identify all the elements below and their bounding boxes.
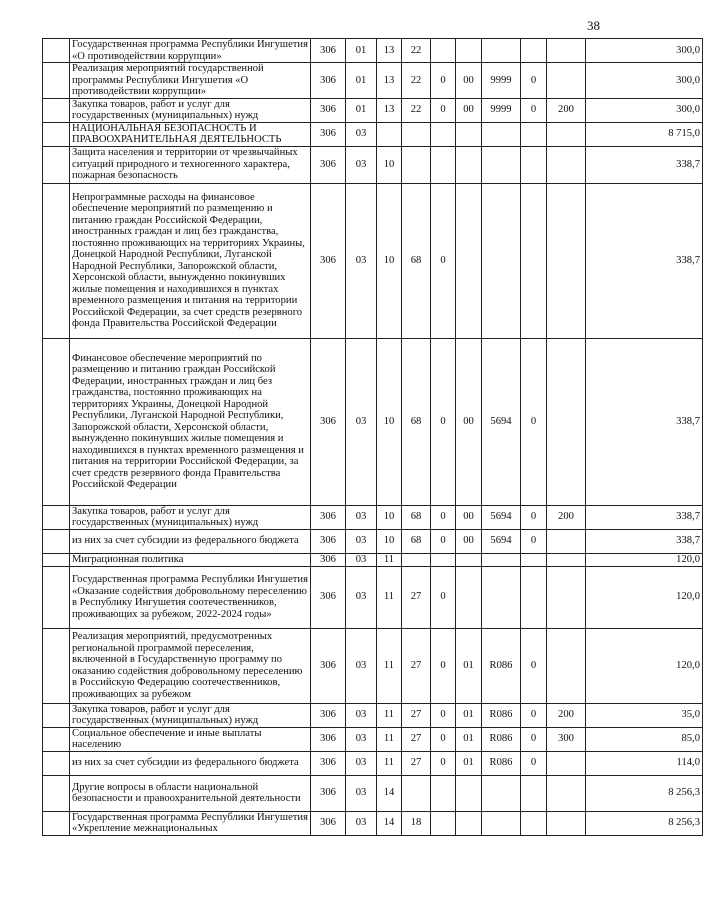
- subsection-code-cell: 11: [377, 553, 402, 566]
- row-number-cell: [43, 63, 70, 99]
- direction-code-cell: 9999: [482, 63, 521, 99]
- ved-code-cell: 306: [311, 751, 346, 775]
- subprogram-code-cell: 0: [431, 529, 456, 553]
- subsection-code-cell: 10: [377, 338, 402, 505]
- item-name-cell: Реализация мероприятий государственной программы Республики Ингушетия «О противодействии коррупции»: [70, 63, 311, 99]
- direction-code-cell: R086: [482, 751, 521, 775]
- amount-cell: 85,0: [586, 727, 703, 751]
- subsection-code-cell: [377, 122, 402, 146]
- direction-suffix-code-cell: 0: [521, 751, 547, 775]
- row-number-cell: [43, 628, 70, 703]
- program-code-cell: 22: [402, 98, 431, 122]
- direction-code-cell: [482, 183, 521, 338]
- main-event-code-cell: 00: [456, 529, 482, 553]
- program-code-cell: 68: [402, 505, 431, 529]
- section-code-cell: 03: [346, 505, 377, 529]
- amount-cell: 338,7: [586, 338, 703, 505]
- table-row: [43, 703, 703, 727]
- item-name-cell: Государственная программа Республики Ингушетия «Укрепление межнациональных: [70, 811, 311, 835]
- subprogram-code-cell: 0: [431, 183, 456, 338]
- main-event-code-cell: [456, 122, 482, 146]
- section-code-cell: 03: [346, 811, 377, 835]
- budget-table: [42, 38, 703, 836]
- amount-cell: 8 256,3: [586, 811, 703, 835]
- program-code-cell: 22: [402, 39, 431, 63]
- expense-type-code-cell: [547, 775, 586, 811]
- direction-suffix-code-cell: 0: [521, 98, 547, 122]
- expense-type-code-cell: 200: [547, 505, 586, 529]
- subprogram-code-cell: 0: [431, 703, 456, 727]
- section-code-cell: 01: [346, 39, 377, 63]
- expense-type-code-cell: [547, 39, 586, 63]
- section-code-cell: 03: [346, 775, 377, 811]
- section-code-cell: 03: [346, 529, 377, 553]
- ved-code-cell: 306: [311, 338, 346, 505]
- program-code-cell: [402, 775, 431, 811]
- expense-type-code-cell: [547, 146, 586, 183]
- ved-code-cell: 306: [311, 505, 346, 529]
- expense-type-code-cell: [547, 529, 586, 553]
- subsection-code-cell: 14: [377, 775, 402, 811]
- direction-suffix-code-cell: [521, 183, 547, 338]
- direction-code-cell: R086: [482, 703, 521, 727]
- amount-cell: 300,0: [586, 98, 703, 122]
- section-code-cell: 03: [346, 183, 377, 338]
- program-code-cell: 27: [402, 628, 431, 703]
- ved-code-cell: 306: [311, 146, 346, 183]
- main-event-code-cell: [456, 183, 482, 338]
- main-event-code-cell: [456, 146, 482, 183]
- item-name-cell: Закупка товаров, работ и услуг для государственных (муниципальных) нужд: [70, 703, 311, 727]
- direction-suffix-code-cell: [521, 39, 547, 63]
- item-name-cell: Государственная программа Республики Ингушетия «Оказание содействия добровольному переселению в Республику Ингушетия соотечественников, проживающих за рубежом, 2022-2024 годы»: [70, 566, 311, 628]
- subprogram-code-cell: [431, 39, 456, 63]
- direction-suffix-code-cell: [521, 775, 547, 811]
- direction-suffix-code-cell: 0: [521, 529, 547, 553]
- main-event-code-cell: [456, 39, 482, 63]
- row-number-cell: [43, 39, 70, 63]
- item-name-cell: Финансовое обеспечение мероприятий по размещению и питанию граждан Российской Федерации, иностранных граждан и лиц без гражданства, постоянно проживающих на территориях Украины, Донецкой Народной Республики, Луганской Народной Республики, Запорожской области, Херсонской области, вынужденно покинувших жилые помещения и находившихся в пунктах временного размещения и питания на территории Российской Федерации, за счет средств резервного фонда Правительства Российской Федерации: [70, 338, 311, 505]
- subprogram-code-cell: 0: [431, 98, 456, 122]
- main-event-code-cell: 00: [456, 63, 482, 99]
- table-row: [43, 122, 703, 146]
- expense-type-code-cell: [547, 751, 586, 775]
- item-name-cell: Защита населения и территории от чрезвычайных ситуаций природного и техногенного характера, пожарная безопасность: [70, 146, 311, 183]
- ved-code-cell: 306: [311, 39, 346, 63]
- ved-code-cell: 306: [311, 63, 346, 99]
- table-row: [43, 39, 703, 63]
- direction-suffix-code-cell: 0: [521, 505, 547, 529]
- amount-cell: 338,7: [586, 529, 703, 553]
- ved-code-cell: 306: [311, 183, 346, 338]
- main-event-code-cell: 01: [456, 703, 482, 727]
- section-code-cell: 03: [346, 566, 377, 628]
- amount-cell: 120,0: [586, 566, 703, 628]
- main-event-code-cell: [456, 811, 482, 835]
- direction-code-cell: [482, 566, 521, 628]
- subsection-code-cell: 13: [377, 98, 402, 122]
- direction-code-cell: [482, 811, 521, 835]
- subsection-code-cell: 13: [377, 63, 402, 99]
- ved-code-cell: 306: [311, 628, 346, 703]
- ved-code-cell: 306: [311, 566, 346, 628]
- amount-cell: 300,0: [586, 63, 703, 99]
- direction-code-cell: R086: [482, 628, 521, 703]
- main-event-code-cell: 00: [456, 98, 482, 122]
- row-number-cell: [43, 811, 70, 835]
- expense-type-code-cell: [547, 338, 586, 505]
- ved-code-cell: 306: [311, 727, 346, 751]
- main-event-code-cell: 00: [456, 338, 482, 505]
- row-number-cell: [43, 122, 70, 146]
- section-code-cell: 03: [346, 628, 377, 703]
- program-code-cell: 27: [402, 727, 431, 751]
- row-number-cell: [43, 146, 70, 183]
- subprogram-code-cell: 0: [431, 566, 456, 628]
- main-event-code-cell: [456, 566, 482, 628]
- expense-type-code-cell: 200: [547, 98, 586, 122]
- direction-code-cell: [482, 122, 521, 146]
- section-code-cell: 03: [346, 703, 377, 727]
- expense-type-code-cell: 200: [547, 703, 586, 727]
- amount-cell: 300,0: [586, 39, 703, 63]
- expense-type-code-cell: [547, 553, 586, 566]
- item-name-cell: из них за счет субсидии из федерального бюджета: [70, 751, 311, 775]
- subprogram-code-cell: 0: [431, 751, 456, 775]
- expense-type-code-cell: [547, 183, 586, 338]
- section-code-cell: 03: [346, 727, 377, 751]
- table-row: [43, 566, 703, 628]
- direction-code-cell: 9999: [482, 98, 521, 122]
- subsection-code-cell: 11: [377, 727, 402, 751]
- program-code-cell: 18: [402, 811, 431, 835]
- direction-code-cell: R086: [482, 727, 521, 751]
- subsection-code-cell: 11: [377, 566, 402, 628]
- table-row: [43, 553, 703, 566]
- ved-code-cell: 306: [311, 122, 346, 146]
- section-code-cell: 03: [346, 146, 377, 183]
- subprogram-code-cell: [431, 122, 456, 146]
- expense-type-code-cell: [547, 628, 586, 703]
- program-code-cell: 22: [402, 63, 431, 99]
- table-row: [43, 98, 703, 122]
- subsection-code-cell: 10: [377, 146, 402, 183]
- amount-cell: 338,7: [586, 505, 703, 529]
- direction-suffix-code-cell: [521, 122, 547, 146]
- subsection-code-cell: 10: [377, 505, 402, 529]
- main-event-code-cell: 01: [456, 751, 482, 775]
- amount-cell: 114,0: [586, 751, 703, 775]
- item-name-cell: Непрограммные расходы на финансовое обеспечение мероприятий по размещению и питанию граждан Российской Федерации, иностранных граждан и лиц без гражданства, постоянно проживающих на территориях Украины, Донецкой Народной Республики, Луганской Народной Республики, Запорожской области, Херсонской области, вынужденно покинувших жилые помещения и находившихся в пунктах временного размещения и питания на территории Российской Федерации, за счет средств резервного фонда Правительства Российской Федерации: [70, 183, 311, 338]
- amount-cell: 338,7: [586, 146, 703, 183]
- subprogram-code-cell: 0: [431, 63, 456, 99]
- subprogram-code-cell: [431, 811, 456, 835]
- direction-code-cell: [482, 775, 521, 811]
- direction-suffix-code-cell: 0: [521, 628, 547, 703]
- program-code-cell: 27: [402, 566, 431, 628]
- subsection-code-cell: 11: [377, 703, 402, 727]
- amount-cell: 8 715,0: [586, 122, 703, 146]
- ved-code-cell: 306: [311, 775, 346, 811]
- main-event-code-cell: [456, 775, 482, 811]
- expense-type-code-cell: [547, 63, 586, 99]
- amount-cell: 8 256,3: [586, 775, 703, 811]
- ved-code-cell: 306: [311, 553, 346, 566]
- direction-suffix-code-cell: [521, 553, 547, 566]
- subsection-code-cell: 10: [377, 183, 402, 338]
- row-number-cell: [43, 183, 70, 338]
- program-code-cell: 27: [402, 751, 431, 775]
- subsection-code-cell: 13: [377, 39, 402, 63]
- direction-suffix-code-cell: [521, 566, 547, 628]
- expense-type-code-cell: 300: [547, 727, 586, 751]
- item-name-cell: Государственная программа Республики Ингушетия «О противодействии коррупции»: [70, 39, 311, 63]
- subsection-code-cell: 14: [377, 811, 402, 835]
- expense-type-code-cell: [547, 811, 586, 835]
- row-number-cell: [43, 529, 70, 553]
- subprogram-code-cell: 0: [431, 338, 456, 505]
- direction-code-cell: 5694: [482, 529, 521, 553]
- main-event-code-cell: 00: [456, 505, 482, 529]
- item-name-cell: из них за счет субсидии из федерального бюджета: [70, 529, 311, 553]
- main-event-code-cell: 01: [456, 727, 482, 751]
- program-code-cell: 68: [402, 529, 431, 553]
- program-code-cell: 27: [402, 703, 431, 727]
- main-event-code-cell: 01: [456, 628, 482, 703]
- row-number-cell: [43, 505, 70, 529]
- row-number-cell: [43, 703, 70, 727]
- subprogram-code-cell: [431, 146, 456, 183]
- expense-type-code-cell: [547, 566, 586, 628]
- item-name-cell: НАЦИОНАЛЬНАЯ БЕЗОПАСНОСТЬ И ПРАВООХРАНИТЕЛЬНАЯ ДЕЯТЕЛЬНОСТЬ: [70, 122, 311, 146]
- expense-type-code-cell: [547, 122, 586, 146]
- row-number-cell: [43, 727, 70, 751]
- direction-code-cell: 5694: [482, 505, 521, 529]
- direction-suffix-code-cell: 0: [521, 338, 547, 505]
- subprogram-code-cell: 0: [431, 505, 456, 529]
- amount-cell: 120,0: [586, 628, 703, 703]
- direction-suffix-code-cell: 0: [521, 703, 547, 727]
- budget-table-body: [43, 39, 703, 836]
- direction-code-cell: [482, 146, 521, 183]
- item-name-cell: Другие вопросы в области национальной безопасности и правоохранительной деятельности: [70, 775, 311, 811]
- table-row: [43, 338, 703, 505]
- direction-code-cell: [482, 553, 521, 566]
- subsection-code-cell: 10: [377, 529, 402, 553]
- item-name-cell: Миграционная политика: [70, 553, 311, 566]
- table-row: [43, 628, 703, 703]
- program-code-cell: 68: [402, 338, 431, 505]
- item-name-cell: Закупка товаров, работ и услуг для государственных (муниципальных) нужд: [70, 505, 311, 529]
- row-number-cell: [43, 98, 70, 122]
- amount-cell: 338,7: [586, 183, 703, 338]
- section-code-cell: 01: [346, 98, 377, 122]
- table-row: [43, 529, 703, 553]
- table-row: [43, 63, 703, 99]
- subprogram-code-cell: 0: [431, 727, 456, 751]
- item-name-cell: Социальное обеспечение и иные выплаты населению: [70, 727, 311, 751]
- ved-code-cell: 306: [311, 703, 346, 727]
- section-code-cell: 03: [346, 751, 377, 775]
- subprogram-code-cell: [431, 775, 456, 811]
- row-number-cell: [43, 338, 70, 505]
- direction-code-cell: 5694: [482, 338, 521, 505]
- subsection-code-cell: 11: [377, 628, 402, 703]
- ved-code-cell: 306: [311, 98, 346, 122]
- direction-suffix-code-cell: 0: [521, 63, 547, 99]
- table-row: [43, 751, 703, 775]
- ved-code-cell: 306: [311, 529, 346, 553]
- direction-code-cell: [482, 39, 521, 63]
- subsection-code-cell: 11: [377, 751, 402, 775]
- table-row: [43, 811, 703, 835]
- ved-code-cell: 306: [311, 811, 346, 835]
- section-code-cell: 03: [346, 122, 377, 146]
- main-event-code-cell: [456, 553, 482, 566]
- subprogram-code-cell: [431, 553, 456, 566]
- program-code-cell: 68: [402, 183, 431, 338]
- table-row: [43, 146, 703, 183]
- program-code-cell: [402, 146, 431, 183]
- direction-suffix-code-cell: [521, 146, 547, 183]
- table-row: [43, 183, 703, 338]
- table-row: [43, 727, 703, 751]
- section-code-cell: 03: [346, 553, 377, 566]
- item-name-cell: Реализация мероприятий, предусмотренных региональной программой переселения, включенной в Государственную программу по оказанию содействия добровольному переселению в Российскую Федерацию соотечественников, проживающих за рубежом: [70, 628, 311, 703]
- table-row: [43, 775, 703, 811]
- amount-cell: 35,0: [586, 703, 703, 727]
- subprogram-code-cell: 0: [431, 628, 456, 703]
- row-number-cell: [43, 775, 70, 811]
- item-name-cell: Закупка товаров, работ и услуг для государственных (муниципальных) нужд: [70, 98, 311, 122]
- section-code-cell: 03: [346, 338, 377, 505]
- direction-suffix-code-cell: [521, 811, 547, 835]
- row-number-cell: [43, 566, 70, 628]
- table-row: [43, 505, 703, 529]
- program-code-cell: [402, 553, 431, 566]
- row-number-cell: [43, 751, 70, 775]
- section-code-cell: 01: [346, 63, 377, 99]
- page-number: 38: [587, 18, 600, 33]
- amount-cell: 120,0: [586, 553, 703, 566]
- program-code-cell: [402, 122, 431, 146]
- row-number-cell: [43, 553, 70, 566]
- direction-suffix-code-cell: 0: [521, 727, 547, 751]
